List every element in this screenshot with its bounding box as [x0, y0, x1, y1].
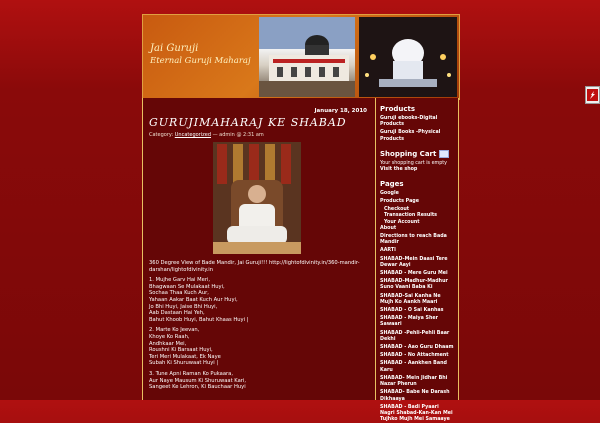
post-date: January 18, 2010: [314, 108, 367, 114]
products-heading: Products: [380, 105, 416, 113]
main-content: [142, 98, 376, 400]
sidebar-page-link[interactable]: SHABAD- Babe Ne Darash Dikhaaya: [380, 390, 450, 402]
sidebar-page-link[interactable]: SHABAD - No Attachment: [380, 353, 449, 359]
sidebar-page-link[interactable]: Directions to reach Bada Mandir: [380, 234, 447, 246]
sidebar-link[interactable]: Guruji ebooks-Digital Products: [380, 116, 438, 128]
sidebar-page-link[interactable]: SHABAD - Maiya Sher Sawaari: [380, 316, 439, 328]
sidebar-page-link[interactable]: SHABAD - Aao Guru Dhaam: [380, 345, 454, 351]
shrine-photo: [359, 17, 457, 97]
sidebar-page-link[interactable]: SHABAD - Badi Pyaari Nagri Shabad-Kan-Kan Mei Tujhko Mujh Mei Samaaye: [380, 404, 453, 423]
pages-heading: Pages: [380, 179, 404, 188]
sidebar-page-link[interactable]: Your Account: [384, 219, 420, 225]
visit-shop-link[interactable]: Visit the shop: [380, 166, 418, 172]
products-list: [380, 116, 454, 143]
sidebar-page-link[interactable]: SHABAD-Madhur-Madhur Suno Vaani Baba Ki: [380, 279, 448, 291]
cart-heading-label: Shopping Cart: [380, 149, 437, 158]
post-meta-suffix: — admin @ 2:31 am: [212, 132, 264, 138]
sidebar-page-link[interactable]: SHABAD-Mein Daasi Tere Dewar Aayi: [380, 256, 448, 268]
pages-list: [380, 191, 454, 423]
guruji-photo: [213, 142, 301, 254]
cart-heading: [380, 150, 454, 158]
sidebar-page-link[interactable]: Checkout: [384, 207, 410, 213]
page-wrapper: [142, 14, 458, 423]
sidebar-page-link[interactable]: SHABAD- Mein Jidhar Bhi Nazar Pherun: [380, 375, 448, 388]
sidebar-page-link[interactable]: About: [380, 225, 397, 231]
site-header: [142, 14, 460, 100]
sidebar-page-link[interactable]: Transaction Results: [384, 213, 438, 219]
sidebar-page-link[interactable]: Google: [380, 190, 399, 196]
post-paragraph: 1. Mujhe Garv Hai Meri, Bhagwaan Se Mulakaat Huyi, Sochaa Thaa Kuch Aur, Yahaan Aakar Baat Kuch Aur Huyi, Jo Bhi Huyi, Jaise Bhi Huyi, Aab Dastaan Hai Yeh, Bahut Khoob Huyi, Bahut Khaas Huyi |: [149, 277, 249, 323]
post-paragraph: 3. Tune Apni Raman Ko Pukaara, Aur Naye Mausum Ki Shuruwaat Kari, Sangeet Ke Lehron, Ki Bauchaar Huyi: [149, 370, 246, 391]
flash-icon[interactable]: [585, 86, 600, 104]
post-paragraph: 360 Degree View of Bade Mandir, Jai Guruji!!! http://lightofdivinity.in/360-mandir-darshan/lightofdivinity.in: [149, 260, 360, 273]
sidebar-page-link[interactable]: SHABAD - Aankhen Band Karu: [380, 361, 447, 373]
site-title[interactable]: Jai Guruji: [150, 43, 199, 54]
post-meta: [149, 132, 264, 138]
sidebar-page-link[interactable]: SHABAD - O Sai Kanhas: [380, 308, 444, 314]
sidebar-link[interactable]: Guruji Books -Physical Products: [380, 130, 441, 142]
category-link[interactable]: Uncategorized: [174, 132, 211, 138]
sidebar-page-link[interactable]: Products Page: [380, 199, 419, 205]
sidebar-page-link[interactable]: SHABAD-Sai Kanha Ne Mujh Ko Aankh Maari: [380, 293, 441, 305]
post-paragraph: 2. Marte Ko Jeevan, Khoye Ko Raah, Andhkaar Mei, Roushni Ki Barsaat Huyi, Teri Meri Mulakaat, Ek Naye Subah Ki Shuruwaat Huyi |: [149, 327, 221, 367]
cart-icon[interactable]: [439, 150, 449, 158]
post-title[interactable]: GURUJIMAHARAJ KE SHABAD: [149, 116, 347, 129]
cart-status: Your shopping cart is empty: [380, 160, 447, 166]
post-meta-prefix: Category:: [149, 132, 174, 138]
sidebar: [376, 98, 459, 423]
sidebar-page-link[interactable]: SHABAD - Mere Guru Mei: [380, 271, 448, 277]
sidebar-page-link[interactable]: AARTI: [380, 248, 396, 254]
temple-photo: [259, 17, 355, 97]
sidebar-page-link[interactable]: SHABAD -Pehli-Pehli Baar Dekhi: [380, 330, 450, 342]
post-body: [149, 260, 371, 395]
site-description: Eternal Guruji Maharaj: [150, 56, 251, 66]
